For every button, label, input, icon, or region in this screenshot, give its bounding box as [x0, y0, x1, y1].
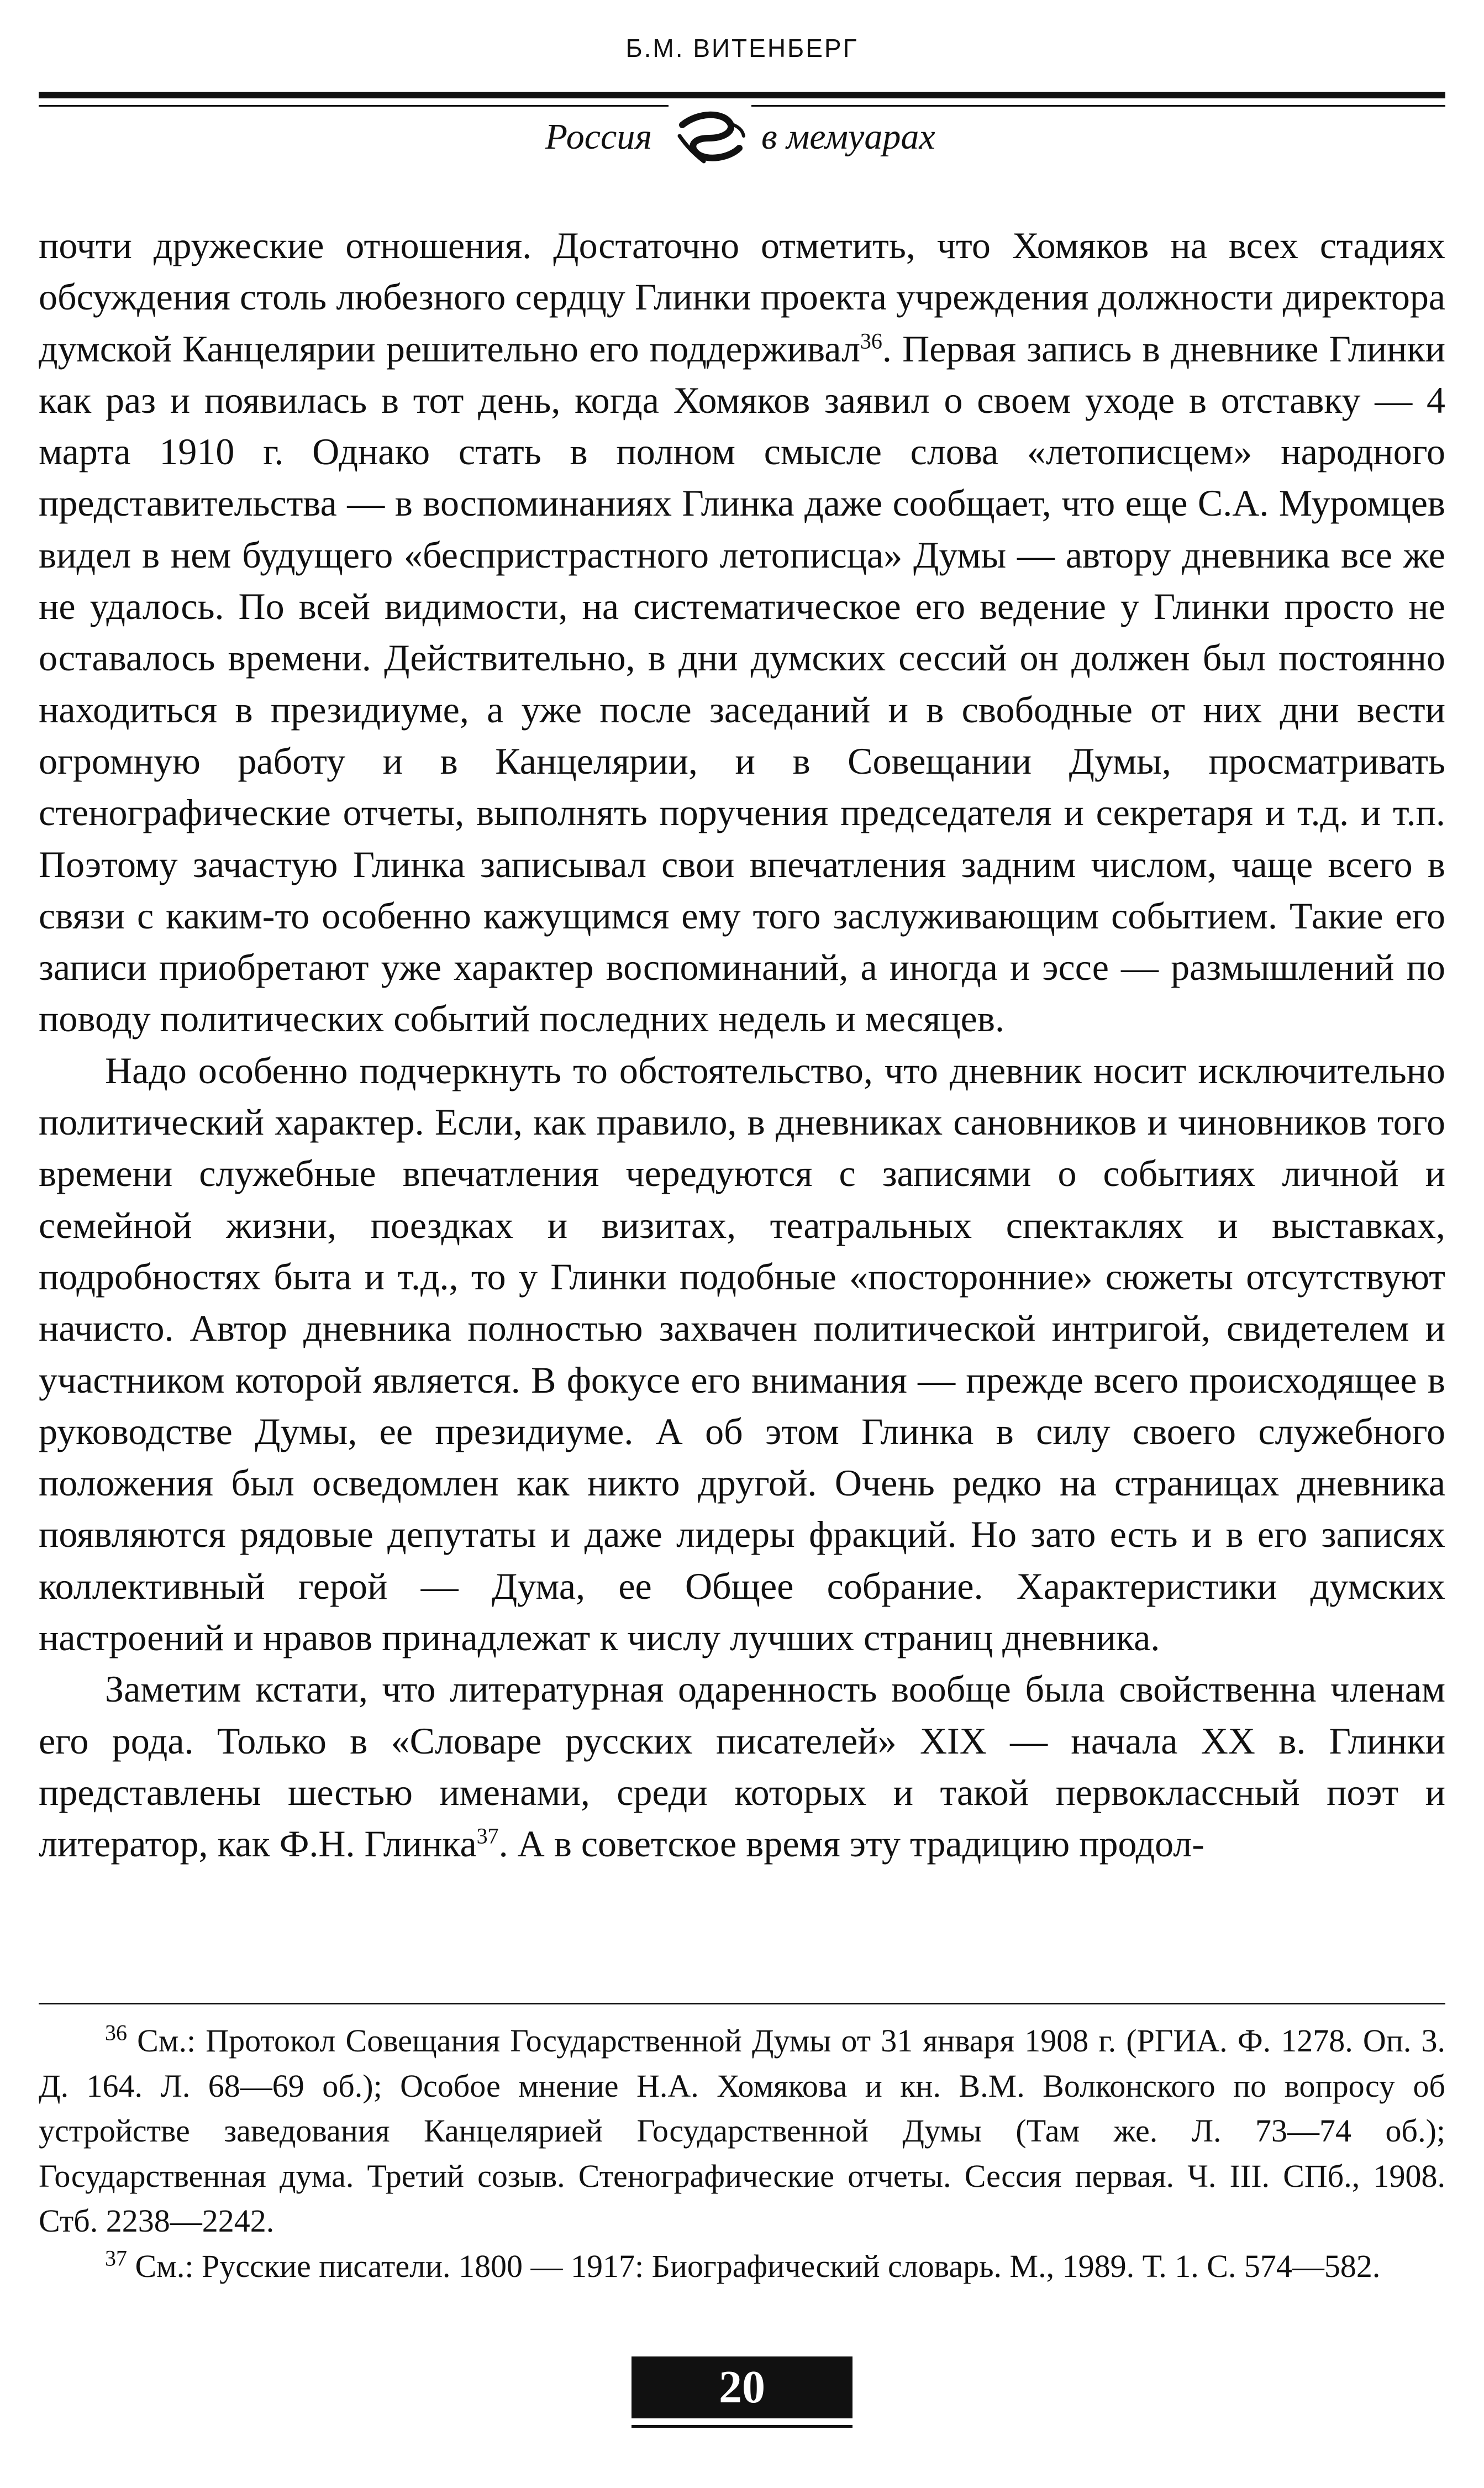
paragraph-3-text-a: Заметим кстати, что литературная одаренность вообще была свойственна членам его рода. Только в «Словаре русских писателей» XIX — начала XX в. Глинки представлены шестью именами, среди которых и такой первоклассный поэт и литератор, как Ф.Н. Глинка — [39, 1668, 1445, 1865]
series-title-left: Россия — [542, 116, 655, 158]
series-emblem-icon — [669, 104, 751, 170]
footnote-37 — [39, 2244, 1445, 2289]
paragraph-3 — [39, 1663, 1445, 1870]
paragraph-1-text-b: . Первая запись в дневнике Глинки как раз и появилась в тот день, когда Хомяков заявил о своем уходе в отставку — 4 марта 1910 г. Однако стать в полном смысле слова «летописцем» народного представительства — в воспоминаниях Глинка даже сообщает, что еще С.А. Муромцев видел в нем будущего «беспристрастного летописца» Думы — автору дневника все же не удалось. По всей видимости, на систематическое его ведение у Глинки просто не оставалось времени. Действительно, в дни думских сессий он должен был постоянно находиться в президиуме, а уже после заседаний и в свободные от них дни вести огромную работу и в Канцелярии, и в Совещании Думы, просматривать стенографические отчеты, выполнять поручения председателя и секретаря и т.д. и т.п. Поэтому зачастую Глинка записывал свои впечатления задним числом, чаще всего в связи с каким-то особенно кажущимся ему того заслуживающим событием. Такие его записи приобретают уже характер воспоминаний, а иногда и эссе — размышлений по поводу политических событий последних недель и месяцев. — [39, 327, 1445, 1040]
header-rule-thick — [39, 92, 1445, 98]
series-title — [0, 104, 1484, 165]
footnote-36 — [39, 2018, 1445, 2244]
footnote-text: См.: Русские писатели. 1800 — 1917: Биографический словарь. М., 1989. Т. 1. С. 574—582. — [127, 2248, 1381, 2284]
page-number-box — [632, 2356, 852, 2418]
footnotes — [39, 2018, 1445, 2288]
paragraph-3-text-b: . А в советское время эту традицию продол- — [498, 1823, 1204, 1865]
footnote-ref-37[interactable]: 37 — [476, 1823, 499, 1849]
page-number-rule — [632, 2425, 852, 2428]
running-head-author: Б.М. ВИТЕНБЕРГ — [625, 34, 859, 62]
footnote-ref-36[interactable]: 36 — [860, 328, 882, 353]
paragraph-1-text-a: почти дружеские отношения. Достаточно отметить, что Хомяков на всех стадиях обсуждения столь любезного сердцу Глинки проекта учреждения должности директора думской Канцелярии решительно его поддерживал — [39, 224, 1445, 370]
footnote-number: 36 — [105, 2020, 127, 2045]
footnote-separator — [39, 2003, 1445, 2004]
paragraph-2: Надо особенно подчеркнуть то обстоятельство, что дневник носит исключительно политический характер. Если, как правило, в дневниках сановников и чиновников того времени служебные впечатления чередуются с записями о событиях личной и семейной жизни, поездках и визитах, театральных спектаклях и выставках, подробностях быта и т.д., то у Глинки подобные «посторонние» сюжеты отсутствуют начисто. Автор дневника полностью захвачен политической интригой, свидетелем и участником которой является. В фокусе его внимания — прежде всего происходящее в руководстве Думы, ее президиуме. А об этом Глинка в силу своего служебного положения был осведомлен как никто другой. Очень редко на страницах дневника появляются рядовые депутаты и даже лидеры фракций. Но зато есть и в его записях коллективный герой — Дума, ее Общее собрание. Характеристики думских настроений и нравов принадлежат к числу лучших страниц дневника. — [39, 1049, 1445, 1659]
paragraph-1 — [39, 220, 1445, 1045]
footnote-number: 37 — [105, 2245, 127, 2271]
main-text — [39, 220, 1445, 1870]
footnote-text: См.: Протокол Совещания Государственной Думы от 31 января 1908 г. (РГИА. Ф. 1278. Оп. 3. Д. 164. Л. 68—69 об.); Особое мнение Н.А. Хомякова и кн. В.М. Волконского по вопросу об устройстве заведования Канцелярией Государственной Думы (Там же. Л. 73—74 об.); Государственная дума. Третий созыв. Стенографические отчеты. Сессия первая. Ч. III. СПб., 1908. Стб. 2238—2242. — [39, 2023, 1445, 2239]
series-title-right: в мемуарах — [758, 116, 939, 158]
page-number: 20 — [719, 2361, 765, 2413]
